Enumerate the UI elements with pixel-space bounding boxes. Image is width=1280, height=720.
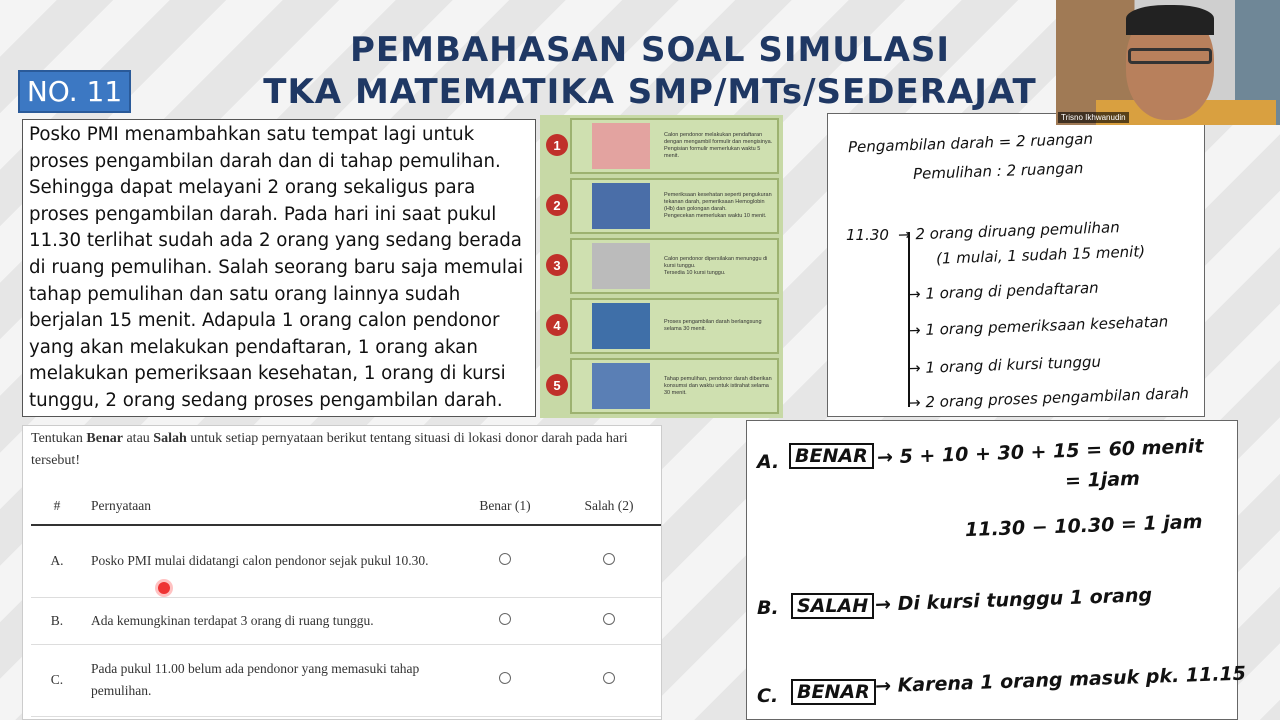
table-row xyxy=(31,644,661,716)
step-number: 4 xyxy=(546,314,568,336)
infographic-step xyxy=(544,238,779,294)
question-number-badge: NO. 11 xyxy=(18,70,131,113)
benar-radio-a[interactable] xyxy=(499,553,511,565)
benar-radio-c[interactable] xyxy=(499,672,511,684)
step-number: 5 xyxy=(546,374,568,396)
title-line-2: TKA MATEMATIKA SMP/MTs/SEDERAJAT xyxy=(263,72,1037,112)
handwritten-notes-1 xyxy=(827,113,1205,417)
note-line: Pemulihan : 2 ruangan xyxy=(912,159,1084,183)
health-check-illustration xyxy=(592,183,650,229)
answer-calc: 11.30 − 10.30 = 1 jam xyxy=(964,510,1203,542)
note-item: (1 mulai, 1 sudah 15 menit) xyxy=(935,242,1146,268)
infographic xyxy=(540,115,783,418)
handwritten-notes-2 xyxy=(746,420,1247,720)
statement-text: Ada kemungkinan terdapat 3 orang di ruang tunggu. xyxy=(83,597,453,644)
step-text: Proses pengambilan darah berlangsung selama 30 menit. xyxy=(664,319,762,332)
col-header: # xyxy=(31,488,83,525)
row-label: A. xyxy=(31,525,83,597)
note-item: → 1 orang di kursi tunggu xyxy=(907,352,1102,378)
note-time: 11.30 xyxy=(846,226,889,244)
bracket-line xyxy=(908,232,910,407)
infographic-step xyxy=(544,358,779,414)
step-number: 1 xyxy=(546,134,568,156)
answer-label: B. xyxy=(757,597,779,619)
infographic-step xyxy=(544,298,779,354)
step-text: Calon pendonor melakukan pendaftaran dengan mengambil formulir dan mengisinya. Pengisian formulir memerlukan waktu 5 menit. xyxy=(664,132,773,159)
step-number: 2 xyxy=(546,194,568,216)
title-line-1: PEMBAHASAN SOAL SIMULASI xyxy=(349,30,951,70)
answer-text: → Karena 1 orang masuk pk. 11.15 xyxy=(874,662,1247,698)
recovery-illustration xyxy=(592,363,650,409)
step-number: 3 xyxy=(546,254,568,276)
statement-text: Posko PMI mulai didatangi calon pendonor sejak pukul 10.30. xyxy=(83,525,453,597)
benar-radio-b[interactable] xyxy=(499,613,511,625)
col-header: Salah (2) xyxy=(557,488,661,525)
quiz-instructions: Tentukan Benar atau Salah untuk setiap pernyataan berikut tentang situasi di lokasi donor darah pada hari tersebut! xyxy=(31,431,628,468)
note-item: → 2 orang proses pengambilan darah xyxy=(907,384,1190,412)
answer-expression: → 5 + 10 + 30 + 15 = 60 menit xyxy=(876,435,1204,469)
problem-text: Posko PMI menambahkan satu tempat lagi untuk proses pengambilan darah dan di tahap pemulihan. Sehingga dapat melayani 2 orang sekaligus para proses pengambilan darah. Pada hari ini saat pukul 11.30 terlihat sudah ada 2 orang yang sedang berada di ruang pemulihan. Salah seorang baru saja memulai tahap pemulihan dan satu orang lainnya sudah berjalan 15 menit. Adapula 1 orang calon pendonor yang akan melakukan pendaftaran, 1 orang akan melakukan pemeriksaan kesehatan, 1 orang di kursi tunggu, 2 orang sedang proses pengambilan darah. xyxy=(22,119,536,417)
infographic-step xyxy=(544,118,779,174)
participant-name: Trisno Ikhwanudin xyxy=(1058,112,1129,123)
form-illustration xyxy=(592,123,650,169)
col-header: Pernyataan xyxy=(83,488,453,525)
note-line: Pengambilan darah = 2 ruangan xyxy=(847,129,1094,157)
statement-table xyxy=(31,488,661,717)
answer-label: C. xyxy=(757,685,779,707)
statement-text: Pada pukul 11.00 belum ada pendonor yang memasuki tahap pemulihan. xyxy=(83,644,453,716)
infographic-step xyxy=(544,178,779,234)
col-header: Benar (1) xyxy=(453,488,557,525)
step-text: Calon pendonor dipersilakan menunggu di kursi tunggu. Tersedia 10 kursi tunggu. xyxy=(664,255,768,276)
note-item: → 1 orang di pendaftaran xyxy=(907,278,1099,304)
answer-text: → Di kursi tunggu 1 orang xyxy=(874,584,1153,616)
answer-box: BENAR xyxy=(791,679,876,705)
salah-radio-a[interactable] xyxy=(603,553,615,565)
step-text: Tahap pemulihan, pendonor darah diberikan konsumsi dan waktu untuk istirahat selama 30 menit. xyxy=(664,375,772,396)
glasses-icon xyxy=(1128,48,1212,64)
salah-radio-b[interactable] xyxy=(603,613,615,625)
table-row xyxy=(31,525,661,597)
answer-label: A. xyxy=(757,451,780,473)
presenter-hair xyxy=(1126,5,1214,35)
row-label: B. xyxy=(31,597,83,644)
salah-radio-c[interactable] xyxy=(603,672,615,684)
blood-draw-illustration xyxy=(592,303,650,349)
step-text: Pemeriksaan kesehatan seperti pengukuran tekanan darah, pemeriksaan Hemoglobin (Hb) dan golongan darah. Pengecekan memerlukan waktu 10 menit. xyxy=(664,192,772,219)
note-item: → 2 orang diruang pemulihan xyxy=(897,218,1120,244)
answer-equals: = 1jam xyxy=(1064,467,1141,493)
answer-box: SALAH xyxy=(791,593,874,619)
note-item: → 1 orang pemeriksaan kesehatan xyxy=(907,312,1169,340)
waiting-room-illustration xyxy=(592,243,650,289)
answer-box: BENAR xyxy=(789,443,874,469)
table-row xyxy=(31,597,661,644)
pointer-cursor xyxy=(158,582,170,594)
row-label: C. xyxy=(31,644,83,716)
webcam-video xyxy=(1056,0,1280,125)
quiz-panel xyxy=(22,425,662,720)
